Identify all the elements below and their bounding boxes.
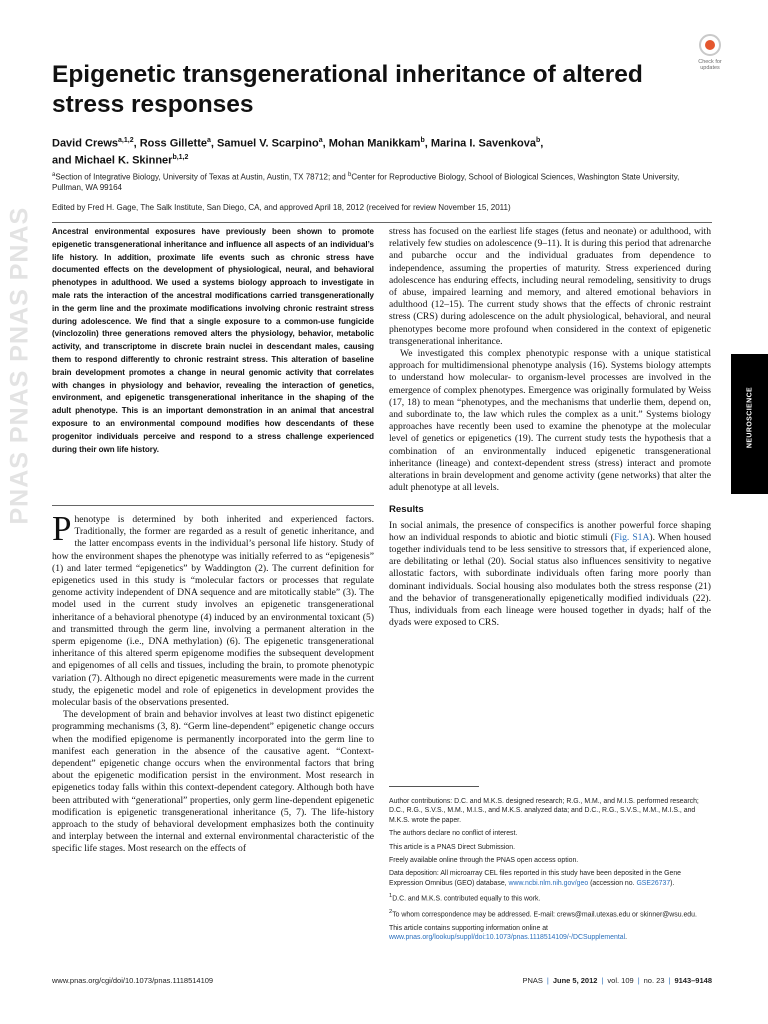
right-column [389, 226, 711, 630]
journal-name: PNAS [522, 976, 543, 985]
supporting-info: This article contains supporting information online at www.pnas.org/lookup/suppl/doi:10.1073/pnas.1118514109/-/DCSupplemental. [389, 924, 628, 942]
author-name: Samuel V. Scarpino [217, 137, 319, 150]
footnote-1: $^1$D.C. and M.K.S. contributed equally to this work. [389, 893, 541, 903]
author-name: Marina I. Savenkova [430, 137, 537, 150]
results-paragraph-1: In social animals, the presence of conspecifics is another powerful force shaping how an individual responds to abiotic and biotic stimuli (Fig. S1A). When housed together individuals tend to be less sensitive to stressors that, if experienced alone, are debilitating or lethal (20). Social status also influences sensitivity to negative allostatic factors, with subordinate individuals often faring more poorly than dominant individuals. Social housing also modulates both the stress response (21) and the behavior of transgenerationally epigenetically modified individuals (22). Thus, individuals from each lineage were housed together in dyads; half of the dyads were exposed to CRS. [389, 519, 712, 629]
check-for-updates-badge[interactable] [692, 34, 728, 71]
pnas-watermark: PNAS PNAS PNAS PNAS [5, 206, 34, 525]
author-contributions: Author contributions: D.C. and M.K.S. designed research; R.G., M.M., and M.I.S. performed research; D.C., R.G., S.V.S., M.M., M.I.S., and M.K.S. analyzed data; and D.C., R.G., S.V.S., M.M., M.I.S., and M.K.S. wrote the paper. [389, 798, 699, 824]
article-title: Epigenetic transgenerational inheritance of altered stress responses [52, 61, 643, 118]
check-for-updates-icon [699, 34, 721, 56]
body-paragraph-2: We investigated this complex phenotypic response with a unique statistical approach for multidimensional phenotype analysis (16). Systems biology attempts to understand how molecular- to organism-level processes are involved in the emergence of complex phenotypes. Emergence was originally formulated by Weiss (17, 18) to mean “phenotypes, and the mechanisms that underlie them, depend on, and subordinate to, the law which rules the complex as a unit.” Systems biology approaches have recently been used to examine the phenotype at the molecular level of genetics or epigenetics (19). The current study tests the hypothesis that a combination of an environmentally induced epigenetic transgenerational inheritance (lineage) and context-dependent stress (stress) interact and promote alterations in brain development and genome activity (gene networks) that alter the adult phenotype at all levels. [389, 348, 711, 494]
author-list: David Crews$^{a,1,2}$, Ross Gillette$^a$, Samuel V. Scarpino$^a$, Mohan Manikkam$^b$, Marina I. Savenkova$^b$, and Michael K. Skinner$^{b,1,2}$ [52, 137, 544, 167]
data-deposition: Data deposition: All microarray CEL files reported in this study have been deposited in the Gene Expression Omnibus (GEO) database, www.ncbi.nlm.nih.gov/geo (accession no. GSE26737). [389, 870, 681, 887]
header-divider [52, 222, 712, 223]
geo-link[interactable]: www.ncbi.nlm.nih.gov/geo [508, 879, 589, 887]
section-tab [731, 354, 768, 494]
submission-note: This article is a PNAS Direct Submission. [389, 843, 515, 851]
volume: vol. 109 [607, 976, 634, 985]
page-range: 9143–9148 [674, 976, 712, 985]
accession-link[interactable]: GSE26737 [636, 879, 671, 887]
doi-url[interactable]: www.pnas.org/cgi/doi/10.1073/pnas.1118514109 [52, 976, 214, 985]
abstract: Ancestral environmental exposures have previously been shown to promote epigenetic transgenerational inheritance and influence all aspects of an individual’s life history. In addition, proximate life events such as chronic stress have documented effects on the development of physiological, neural, and behavioral phenotypes in adulthood. We used a systems biology approach to investigate in male rats the interaction of the ancestral modifications carried transgenerationally in the germ line and the proximate modifications involving chronic restraint stress during adolescence. We find that a single exposure to a common-use fungicide (vinclozolin) three generations removed alters the physiology, behavior, metabolic activity, and transcriptome in discrete brain nuclei in descendant males, causing them to respond differently to chronic restraint stress. This alteration of baseline brain development promotes a change in neural genomic activity that correlates with changes in physiology and behavior, revealing the interaction of genetics, environment, and epigenetic transgenerational inheritance in the shaping of the adult phenotype. This is an important demonstration in an animal that ancestral exposure to an environmental compound modifies how descendants of these progenitor individuals perceive and respond to a stress challenge experienced during their own life history. [52, 227, 374, 454]
footnote-2: $^2$To whom correspondence may be addressed. E-mail: crews@mail.utexas.edu or skinner@wsu.edu. [389, 908, 697, 919]
author-name: Michael K. Skinner [74, 154, 173, 167]
fig-s1a-link[interactable]: Fig. S1A [614, 531, 650, 543]
footnotes [389, 797, 712, 946]
issue-date: June 5, 2012 [552, 976, 598, 985]
intro-column [52, 509, 374, 856]
affiliations: $^a$Section of Integrative Biology, University of Texas at Austin, Austin, TX 78712; and $^b$Center for Reproductive Biology, School of Biological Sciences, Washington State University, Pullman, WA 99164 [52, 172, 680, 193]
intro-paragraph-1: Phenotype is determined by both inherited and experienced factors. Traditionally, the former are regarded as a result of genetic inheritance, and the latter encompass events in the individual’s personal life history. Study of how the environment shapes the phenotype was initially referred to as “epigenesis” (1) and later termed “epigenetics” by Waddington (2). The current definition for epigenetics used in this study is “molecular factors or processes that regulate genome activity independent of DNA sequence and are mitotically stable” (3). The model used in the current study involves an epigenetic transgenerational inheritance of a behavioral phenotype (4) induced by an environmental toxicant (5) and transmitted through the germ line, involving a permanent alteration in the sperm epigenome (i.e., DNA methylation) (6). The epigenetic transgenerational inheritance of this altered sperm epigenome modifies the subsequent development and epigenomes of all cells and tissues, including the brain, to promote phenotypic variation (7). Although no direct epigenetic measurements were made in the current study, the epigenetic model and role of epigenetics in development provides the molecular basis of the observations presented. [52, 509, 374, 709]
section-tab-label: NEUROSCIENCE [746, 386, 754, 449]
author-name: David Crews [52, 137, 119, 150]
drop-cap: P [52, 509, 72, 548]
footnote-divider [389, 786, 479, 787]
issue-number: no. 23 [643, 976, 665, 985]
author-name: Ross Gillette [139, 137, 207, 150]
citation-footer: PNAS | June 5, 2012 | vol. 109 | no. 23 | 9143–9148 [522, 976, 712, 985]
edited-by-line: Edited by Fred H. Gage, The Salk Institute, San Diego, CA, and approved April 18, 2012 (received for review November 15, 2011) [52, 203, 511, 212]
author-name: Mohan Manikkam [328, 137, 421, 150]
abstract-divider [52, 505, 374, 506]
conflict-statement: The authors declare no conflict of interest. [389, 830, 518, 838]
supplemental-link[interactable]: www.pnas.org/lookup/suppl/doi:10.1073/pnas.1118514109/-/DCSupplemental [389, 934, 626, 942]
intro-paragraph-2: The development of brain and behavior involves at least two distinct epigenetic programming mechanisms (3, 8). “Germ line-dependent” epigenetic change occurs when the modified epigenome is permanently incorporated into the germ line to manifest each generation in the absence of the causative agent. “Context-dependent” epigenetic change occurs when the environmental factors that bring about the epigenetic modification persist in the environment. Most research in epigenetics today falls within this context-dependent category. Although both have been attributed with “generational” properties, only germ line-dependent epigenetic modification is epigenetic transgenerational inheritance (5, 7). The life-history approach to the study of behavioral development emphasizes both the continuity and interplay between the internal and external environmental characteristic of the specific life stages. Most research on the effects of [52, 709, 374, 855]
results-heading: Results [389, 504, 424, 516]
check-for-updates-label: Check for updates [698, 59, 722, 71]
body-paragraph-1: stress has focused on the earliest life stages (fetus and neonate) or adulthood, with relatively few studies on adolescence (9–11). It is during this period that adrenarche and pubarche occur and the individual graduates from dependence to independence, assuming the properties of maturity. Stress experienced during adolescence has enduring effects, including neural remodeling, sensitivity to drugs of abuse, impaired learning and memory, and altered emotional behaviors in adulthood (12–15). The current study shows that the effects of chronic restraint stress (CRS) during adolescence on the adult physiological, behavioral, and neural phenotypes become more profound when considered in the context of epigenetic transgenerational inheritance. [389, 226, 711, 347]
open-access-note: Freely available online through the PNAS open access option. [389, 857, 579, 865]
